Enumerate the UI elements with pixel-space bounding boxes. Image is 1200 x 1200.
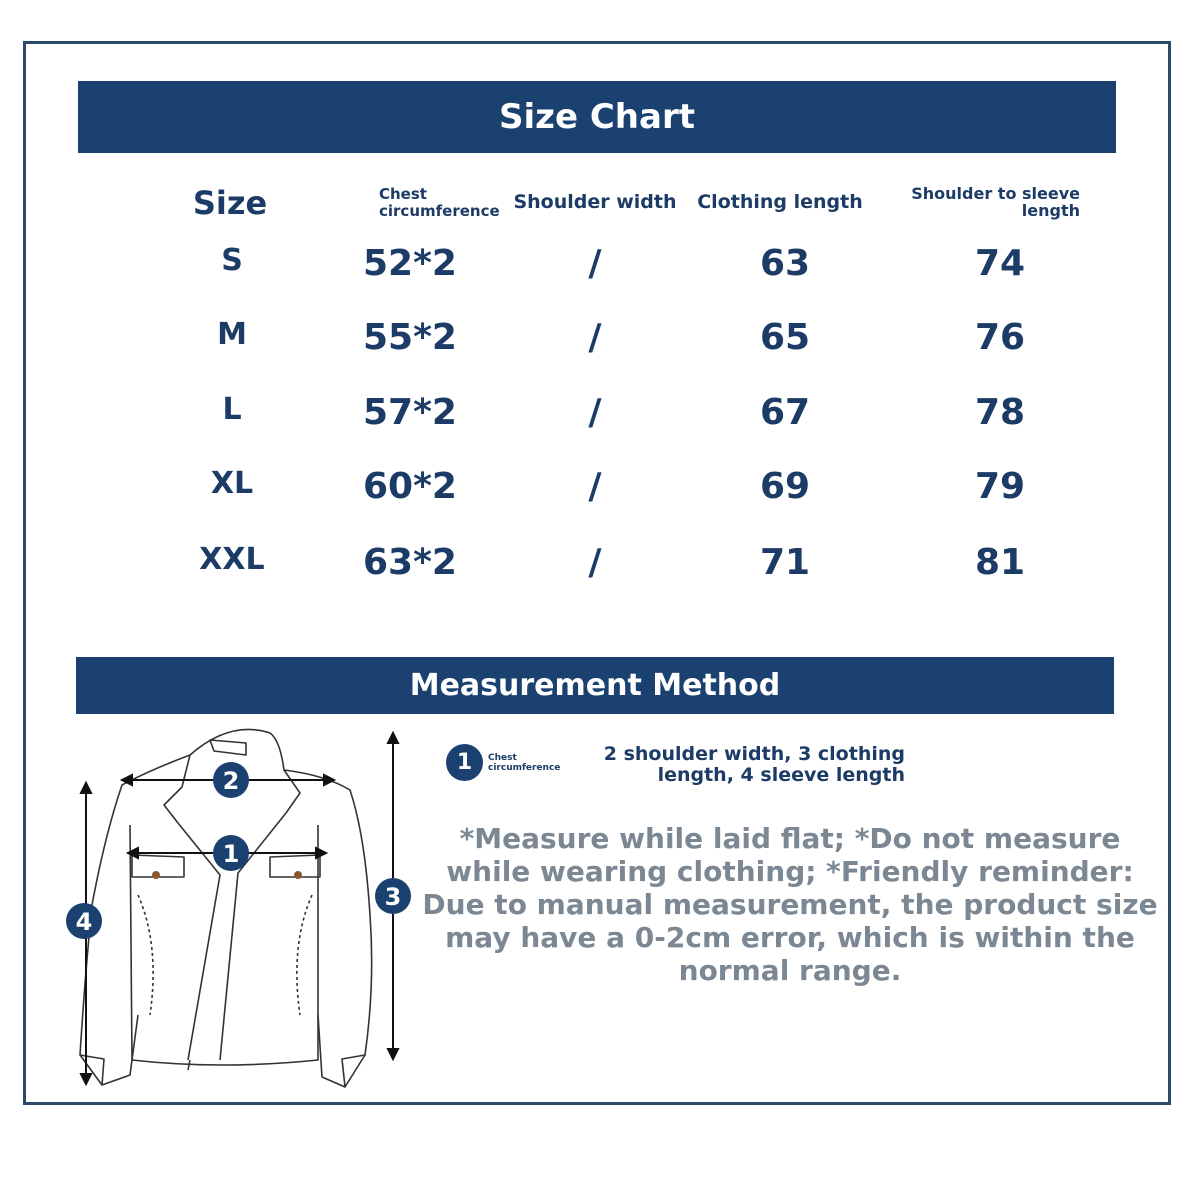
chest-cell: 63*2 <box>363 542 457 583</box>
length-cell: 65 <box>759 317 811 358</box>
marker-3-label: 3 <box>384 883 402 911</box>
shoulder-cell: / <box>588 317 602 358</box>
size-cell: XL <box>210 466 254 501</box>
size-cell: M <box>217 317 247 352</box>
shoulder-cell: / <box>588 392 602 433</box>
size-chart-banner <box>78 81 1116 153</box>
header-chest: Chest circumference <box>379 185 500 220</box>
sleeve-cell: 76 <box>974 317 1026 358</box>
chest-cell: 60*2 <box>363 466 457 507</box>
measurement-notes: *Measure while laid flat; *Do not measure while wearing clothing; *Friendly reminder: Due to manual measurement, the product size may have a 0-2cm error, which is within the normal range. <box>422 822 1158 987</box>
chest-cell: 52*2 <box>363 243 457 284</box>
table-row <box>0 466 1200 516</box>
table-row <box>0 317 1200 367</box>
header-size: Size <box>192 184 268 222</box>
legend-badge-1: 1 <box>446 744 483 781</box>
shoulder-cell: / <box>588 243 602 284</box>
marker-1 <box>213 835 249 871</box>
length-cell: 69 <box>759 466 811 507</box>
size-chart-title: Size Chart <box>499 97 695 137</box>
size-cell: S <box>221 243 243 278</box>
chest-cell: 57*2 <box>363 392 457 433</box>
size-cell: XXL <box>199 542 265 577</box>
marker-1-label: 1 <box>222 840 240 868</box>
marker-4-label: 4 <box>75 908 93 936</box>
sleeve-cell: 81 <box>974 542 1026 583</box>
sleeve-cell: 74 <box>974 243 1026 284</box>
length-cell: 67 <box>759 392 811 433</box>
sleeve-cell: 79 <box>974 466 1026 507</box>
marker-2-label: 2 <box>222 767 240 795</box>
header-shoulder-width: Shoulder width <box>513 191 677 213</box>
length-cell: 71 <box>759 542 811 583</box>
header-sleeve-length: Shoulder to sleeve length <box>911 184 1080 220</box>
marker-3 <box>375 878 411 914</box>
marker-2 <box>213 762 249 798</box>
jacket-illustration <box>60 715 420 1105</box>
chest-cell: 55*2 <box>363 317 457 358</box>
sleeve-cell: 78 <box>974 392 1026 433</box>
legend-chest-label: Chest circumference <box>488 753 561 773</box>
header-clothing-length: Clothing length <box>697 191 863 213</box>
length-cell: 63 <box>759 243 811 284</box>
table-row <box>0 392 1200 442</box>
shoulder-cell: / <box>588 542 602 583</box>
legend-other-measures: 2 shoulder width, 3 clothing length, 4 sleeve length <box>603 743 905 786</box>
shoulder-cell: / <box>588 466 602 507</box>
measurement-method-title: Measurement Method <box>409 668 781 703</box>
size-cell: L <box>222 392 242 427</box>
measurement-method-banner <box>76 657 1114 714</box>
table-row <box>0 243 1200 293</box>
marker-4 <box>66 903 102 939</box>
table-row <box>0 542 1200 592</box>
